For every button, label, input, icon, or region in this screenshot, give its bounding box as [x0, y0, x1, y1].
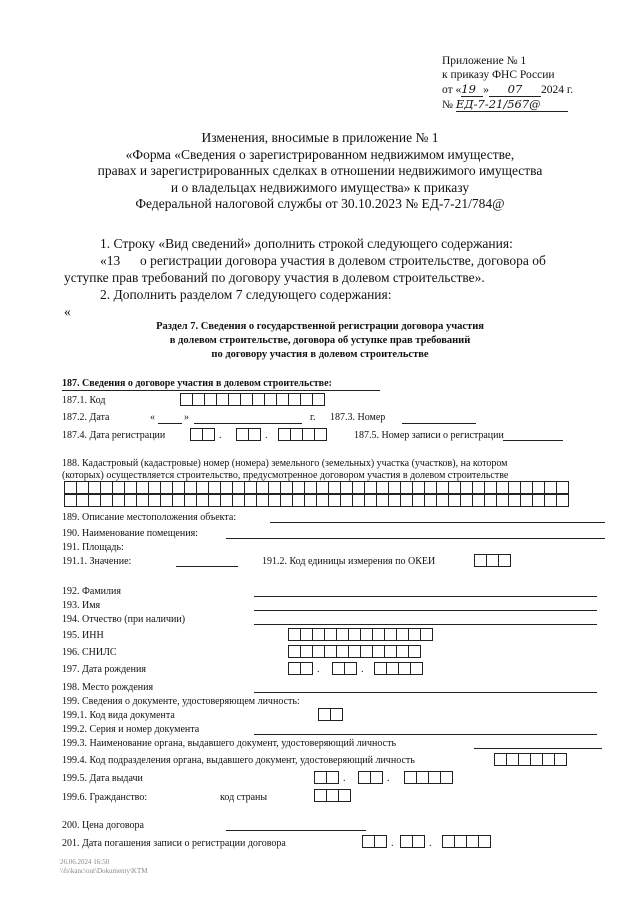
field-187-4-label: 187.4. Дата регистрации — [62, 430, 166, 441]
handwritten-month: 07 — [489, 82, 541, 97]
reg-day-cells[interactable] — [190, 428, 214, 441]
birth-month-cells[interactable] — [332, 662, 356, 675]
location-line[interactable] — [270, 522, 605, 523]
issuer-line[interactable] — [474, 748, 602, 749]
field-194-label: 194. Отчество (при наличии) — [62, 614, 186, 625]
print-footer: 26.06.2024 16:50 \\fs\kanc\out\Dokumenty\KTM — [60, 858, 148, 875]
field-196-label: 196. СНИЛС — [62, 647, 117, 658]
paragraph-2-text: о регистрации договора участия в долевом строительстве, договора об — [140, 253, 546, 268]
field-199-label: 199. Сведения о документе, удостоверяющем личность: — [62, 696, 300, 707]
cadastral-cells-row2[interactable] — [64, 494, 568, 507]
field-188-label: 188. Кадастровый (кадастровые) номер (номера) земельного (земельных) участка (участков), на котором (которых) осуществляется строительство, предусмотренное договором участия в долевом строительстве — [62, 458, 509, 481]
appendix-block — [442, 54, 573, 112]
field-190-label: 190. Наименование помещения: — [62, 528, 198, 539]
doc-type-cells[interactable] — [318, 708, 342, 721]
issue-year-cells[interactable] — [404, 771, 452, 784]
field-199-3-label: 199.3. Наименование органа, выдавшего документ, удостоверяющий личность — [62, 738, 397, 749]
field-187-1-label: 187.1. Код — [62, 395, 106, 406]
field-199-1-label: 199.1. Код вида документа — [62, 710, 175, 721]
field-187-5-label: 187.5. Номер записи о регистрации — [354, 430, 504, 441]
field-201-label: 201. Дата погашения записи о регистрации договора — [62, 838, 286, 849]
appendix-line2: к приказу ФНС России — [442, 69, 555, 81]
record-number-line[interactable] — [503, 440, 563, 441]
field-191-2-label: 191.2. Код единицы измерения по ОКЕИ — [262, 556, 436, 567]
field-195-label: 195. ИНН — [62, 630, 104, 641]
field-187-2-label: 187.2. Дата — [62, 412, 110, 423]
birth-year-cells[interactable] — [374, 662, 422, 675]
area-value-line[interactable] — [176, 566, 238, 567]
reg-year-cells[interactable] — [278, 428, 326, 441]
field-197-label: 197. Дата рождения — [62, 664, 146, 675]
cadastral-cells-row1[interactable] — [64, 481, 568, 494]
day-line[interactable] — [158, 423, 182, 424]
birthplace-line[interactable] — [254, 692, 597, 693]
input-cell[interactable] — [420, 628, 433, 641]
field-187-3-label: 187.3. Номер — [330, 412, 386, 423]
underline — [62, 390, 380, 391]
input-cell[interactable] — [344, 662, 357, 675]
appendix-line1: Приложение № 1 — [442, 55, 527, 67]
field-191-1-label: 191.1. Значение: — [62, 556, 132, 567]
field-191-label: 191. Площадь: — [62, 542, 124, 553]
input-cell[interactable] — [556, 481, 569, 494]
patronymic-line[interactable] — [254, 624, 597, 625]
name-line[interactable] — [254, 610, 597, 611]
code-cells[interactable] — [180, 393, 324, 406]
section-7-heading: Раздел 7. Сведения о государственной регистрации договора участия в долевом строительстве, договора об уступке прав требований по договору участия в долевом строительстве — [156, 321, 484, 360]
input-cell[interactable] — [440, 771, 453, 784]
input-cell[interactable] — [498, 554, 511, 567]
birth-day-cells[interactable] — [288, 662, 312, 675]
input-cell[interactable] — [338, 789, 351, 802]
open-quote: « — [64, 304, 71, 319]
surname-line[interactable] — [254, 596, 597, 597]
price-line[interactable] — [226, 830, 366, 831]
close-year-cells[interactable] — [442, 835, 490, 848]
close-day-cells[interactable] — [362, 835, 386, 848]
field-200-label: 200. Цена договора — [62, 820, 144, 831]
input-cell[interactable] — [374, 835, 387, 848]
input-cell[interactable] — [556, 494, 569, 507]
input-cell[interactable] — [554, 753, 567, 766]
appendix-number: № ЕД-7-21/567@ — [442, 97, 573, 112]
paragraph-1: 1. Строку «Вид сведений» дополнить строкой следующего содержания: — [100, 236, 513, 251]
field-189-label: 189. Описание местоположения объекта: — [62, 512, 237, 523]
input-cell[interactable] — [330, 708, 343, 721]
issue-month-cells[interactable] — [358, 771, 382, 784]
input-cell[interactable] — [314, 428, 327, 441]
input-cell[interactable] — [248, 428, 261, 441]
field-199-6-label: 199.6. Гражданство: — [62, 792, 148, 803]
snils-cells[interactable] — [288, 645, 420, 658]
field-199-4-label: 199.4. Код подразделения органа, выдавшего документ, удостоверяющий личность — [62, 755, 415, 766]
input-cell[interactable] — [412, 835, 425, 848]
paragraph-2-cont: уступке прав требований по договору участия в долевом строительстве». — [64, 270, 485, 285]
paragraph-2-code: «13 — [100, 253, 121, 268]
field-193-label: 193. Имя — [62, 600, 101, 611]
field-192-label: 192. Фамилия — [62, 586, 121, 597]
number-line[interactable] — [402, 423, 476, 424]
doc-number-line[interactable] — [254, 734, 597, 735]
month-line[interactable] — [194, 423, 302, 424]
handwritten-day: 19 — [461, 82, 483, 97]
input-cell[interactable] — [408, 645, 421, 658]
appendix-date: от «19 » 07 2024 г. — [442, 82, 574, 96]
input-cell[interactable] — [478, 835, 491, 848]
field-199-2-label: 199.2. Серия и номер документа — [62, 724, 200, 735]
reg-month-cells[interactable] — [236, 428, 260, 441]
dept-code-cells[interactable] — [494, 753, 566, 766]
country-code-cells[interactable] — [314, 789, 350, 802]
inn-cells[interactable] — [288, 628, 432, 641]
input-cell[interactable] — [312, 393, 325, 406]
input-cell[interactable] — [370, 771, 383, 784]
paragraph-3: 2. Дополнить разделом 7 следующего содержания: — [100, 287, 392, 302]
input-cell[interactable] — [410, 662, 423, 675]
field-199-5-label: 199.5. Дата выдачи — [62, 773, 143, 784]
field-187-heading: 187. Сведения о договоре участия в долевом строительстве: — [62, 378, 332, 389]
field-198-label: 198. Место рождения — [62, 682, 154, 693]
close-month-cells[interactable] — [400, 835, 424, 848]
input-cell[interactable] — [300, 662, 313, 675]
country-code-label: код страны — [220, 792, 268, 803]
input-cell[interactable] — [202, 428, 215, 441]
issue-day-cells[interactable] — [314, 771, 338, 784]
okei-cells[interactable] — [474, 554, 510, 567]
premises-line[interactable] — [226, 538, 605, 539]
handwritten-number: ЕД-7-21/567@ — [456, 97, 568, 112]
document-title: Изменения, вносимые в приложение № 1 «Форма «Сведения о зарегистрированном недвижимом имуществе, правах и зарегистрированных сделках в отношении недвижимого имущества и о владельцах недвижимого имущества» к приказу Федеральной налоговой службы от 30.10.2023 № ЕД-7-21/784@ — [97, 130, 543, 211]
input-cell[interactable] — [326, 771, 339, 784]
